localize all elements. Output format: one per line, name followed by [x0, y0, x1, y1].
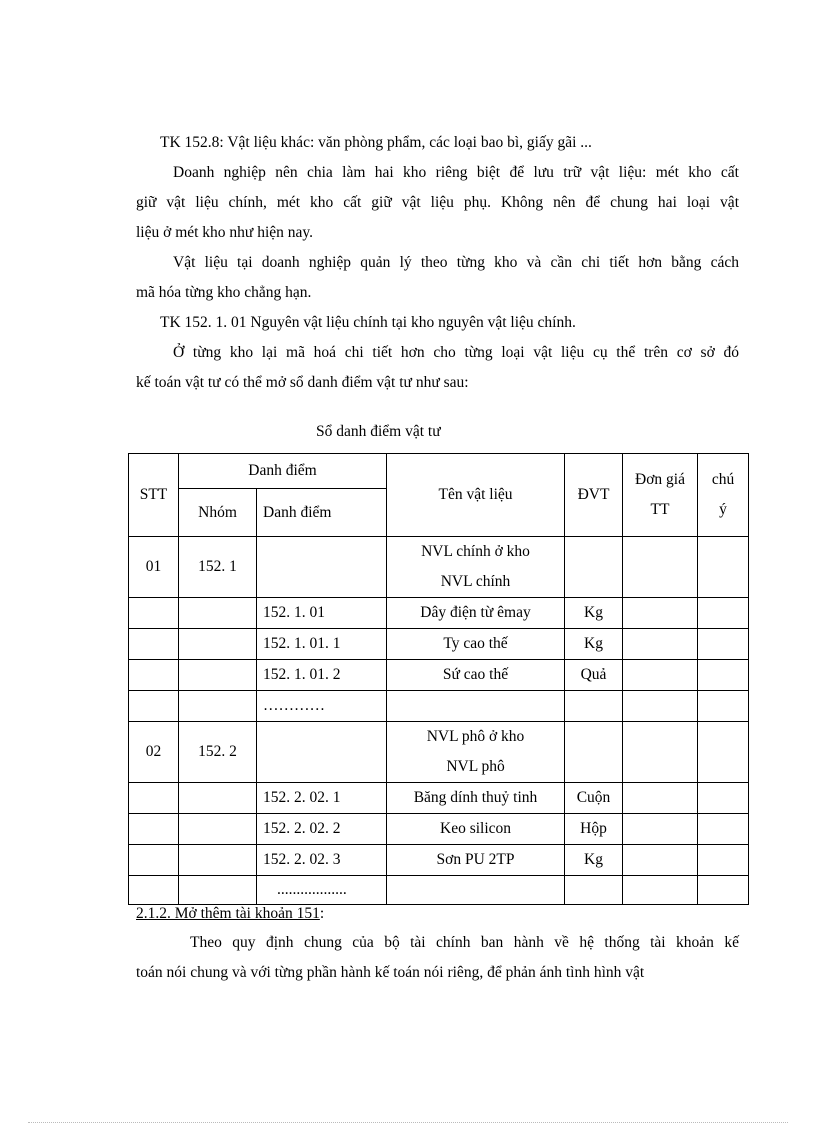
table-row: ………… — [129, 691, 749, 722]
text-line: liệu ở mét kho như hiện nay. — [136, 224, 314, 241]
account-line-152-1-01: TK 152. 1. 01 Nguyên vật liệu chính tại kho nguyên vật liệu chính. — [160, 314, 576, 331]
text-line: Vật liệu tại doanh nghiệp quản lý theo từng kho và cần chi tiết hơn bằng cách — [173, 254, 739, 271]
table-caption: Sổ danh điểm vật tư — [316, 423, 441, 440]
table-row: 152. 1. 01 Dây điện từ êmay Kg — [129, 598, 749, 629]
table-row: .................. — [129, 876, 749, 905]
inventory-table — [128, 453, 749, 905]
header-stt: STT — [129, 454, 179, 537]
header-danh-diem-group: Danh điểm — [179, 454, 387, 489]
header-dvt: ĐVT — [565, 454, 623, 537]
header-danh-diem: Danh điểm — [257, 489, 387, 537]
paragraph-coding — [136, 338, 739, 398]
text-line: giữ vật liệu chính, mét kho cất giữ vật liệu phụ. Không nên để chung hai loại vật — [136, 194, 739, 211]
paragraph-management — [136, 248, 739, 308]
header-ghi-chu: chú ý — [698, 454, 749, 537]
table-row: 152. 1. 01. 1 Ty cao thế Kg — [129, 629, 749, 660]
table-row: 152. 2. 02. 2 Keo silicon Hộp — [129, 814, 749, 845]
account-line-152-8: TK 152.8: Vật liệu khác: văn phòng phẩm, các loại bao bì, giấy gãi ... — [160, 134, 592, 151]
table-row: 02 152. 2 NVL phô ở kho NVL phô — [129, 722, 749, 783]
table-row: 152. 2. 02. 3 Sơn PU 2TP Kg — [129, 845, 749, 876]
table-row: 152. 2. 02. 1 Băng dính thuỷ tinh Cuộn — [129, 783, 749, 814]
text-line: Theo quy định chung của bộ tài chính ban hành về hệ thống tài khoản kế — [190, 934, 739, 951]
header-row — [129, 454, 749, 489]
paragraph-warehouse — [136, 158, 739, 248]
section-heading: 2.1.2. Mở thêm tài khoản 151: — [136, 905, 325, 922]
text-line: toán nói chung và với từng phần hành kế toán nói riêng, để phản ánh tình hình vật — [136, 964, 645, 981]
header-ten-vat-lieu: Tên vật liệu — [387, 454, 565, 537]
text-line: Ở từng kho lại mã hoá chi tiết hơn cho từng loại vật liệu cụ thể trên cơ sở đó — [173, 344, 739, 361]
table-row: 152. 1. 01. 2 Sứ cao thế Quả — [129, 660, 749, 691]
paragraph-account-151 — [136, 928, 739, 988]
table-row: 01 152. 1 NVL chính ở kho NVL chính — [129, 537, 749, 598]
text-line: mã hóa từng kho chẳng hạn. — [136, 284, 312, 301]
header-don-gia: Đơn giá TT — [623, 454, 698, 537]
text-line: Doanh nghiệp nên chia làm hai kho riêng biệt để lưu trữ vật liệu: mét kho cất — [173, 164, 739, 181]
text-line: kế toán vật tư có thể mở sổ danh điểm vật tư như sau: — [136, 374, 469, 391]
header-nhom: Nhóm — [179, 489, 257, 537]
